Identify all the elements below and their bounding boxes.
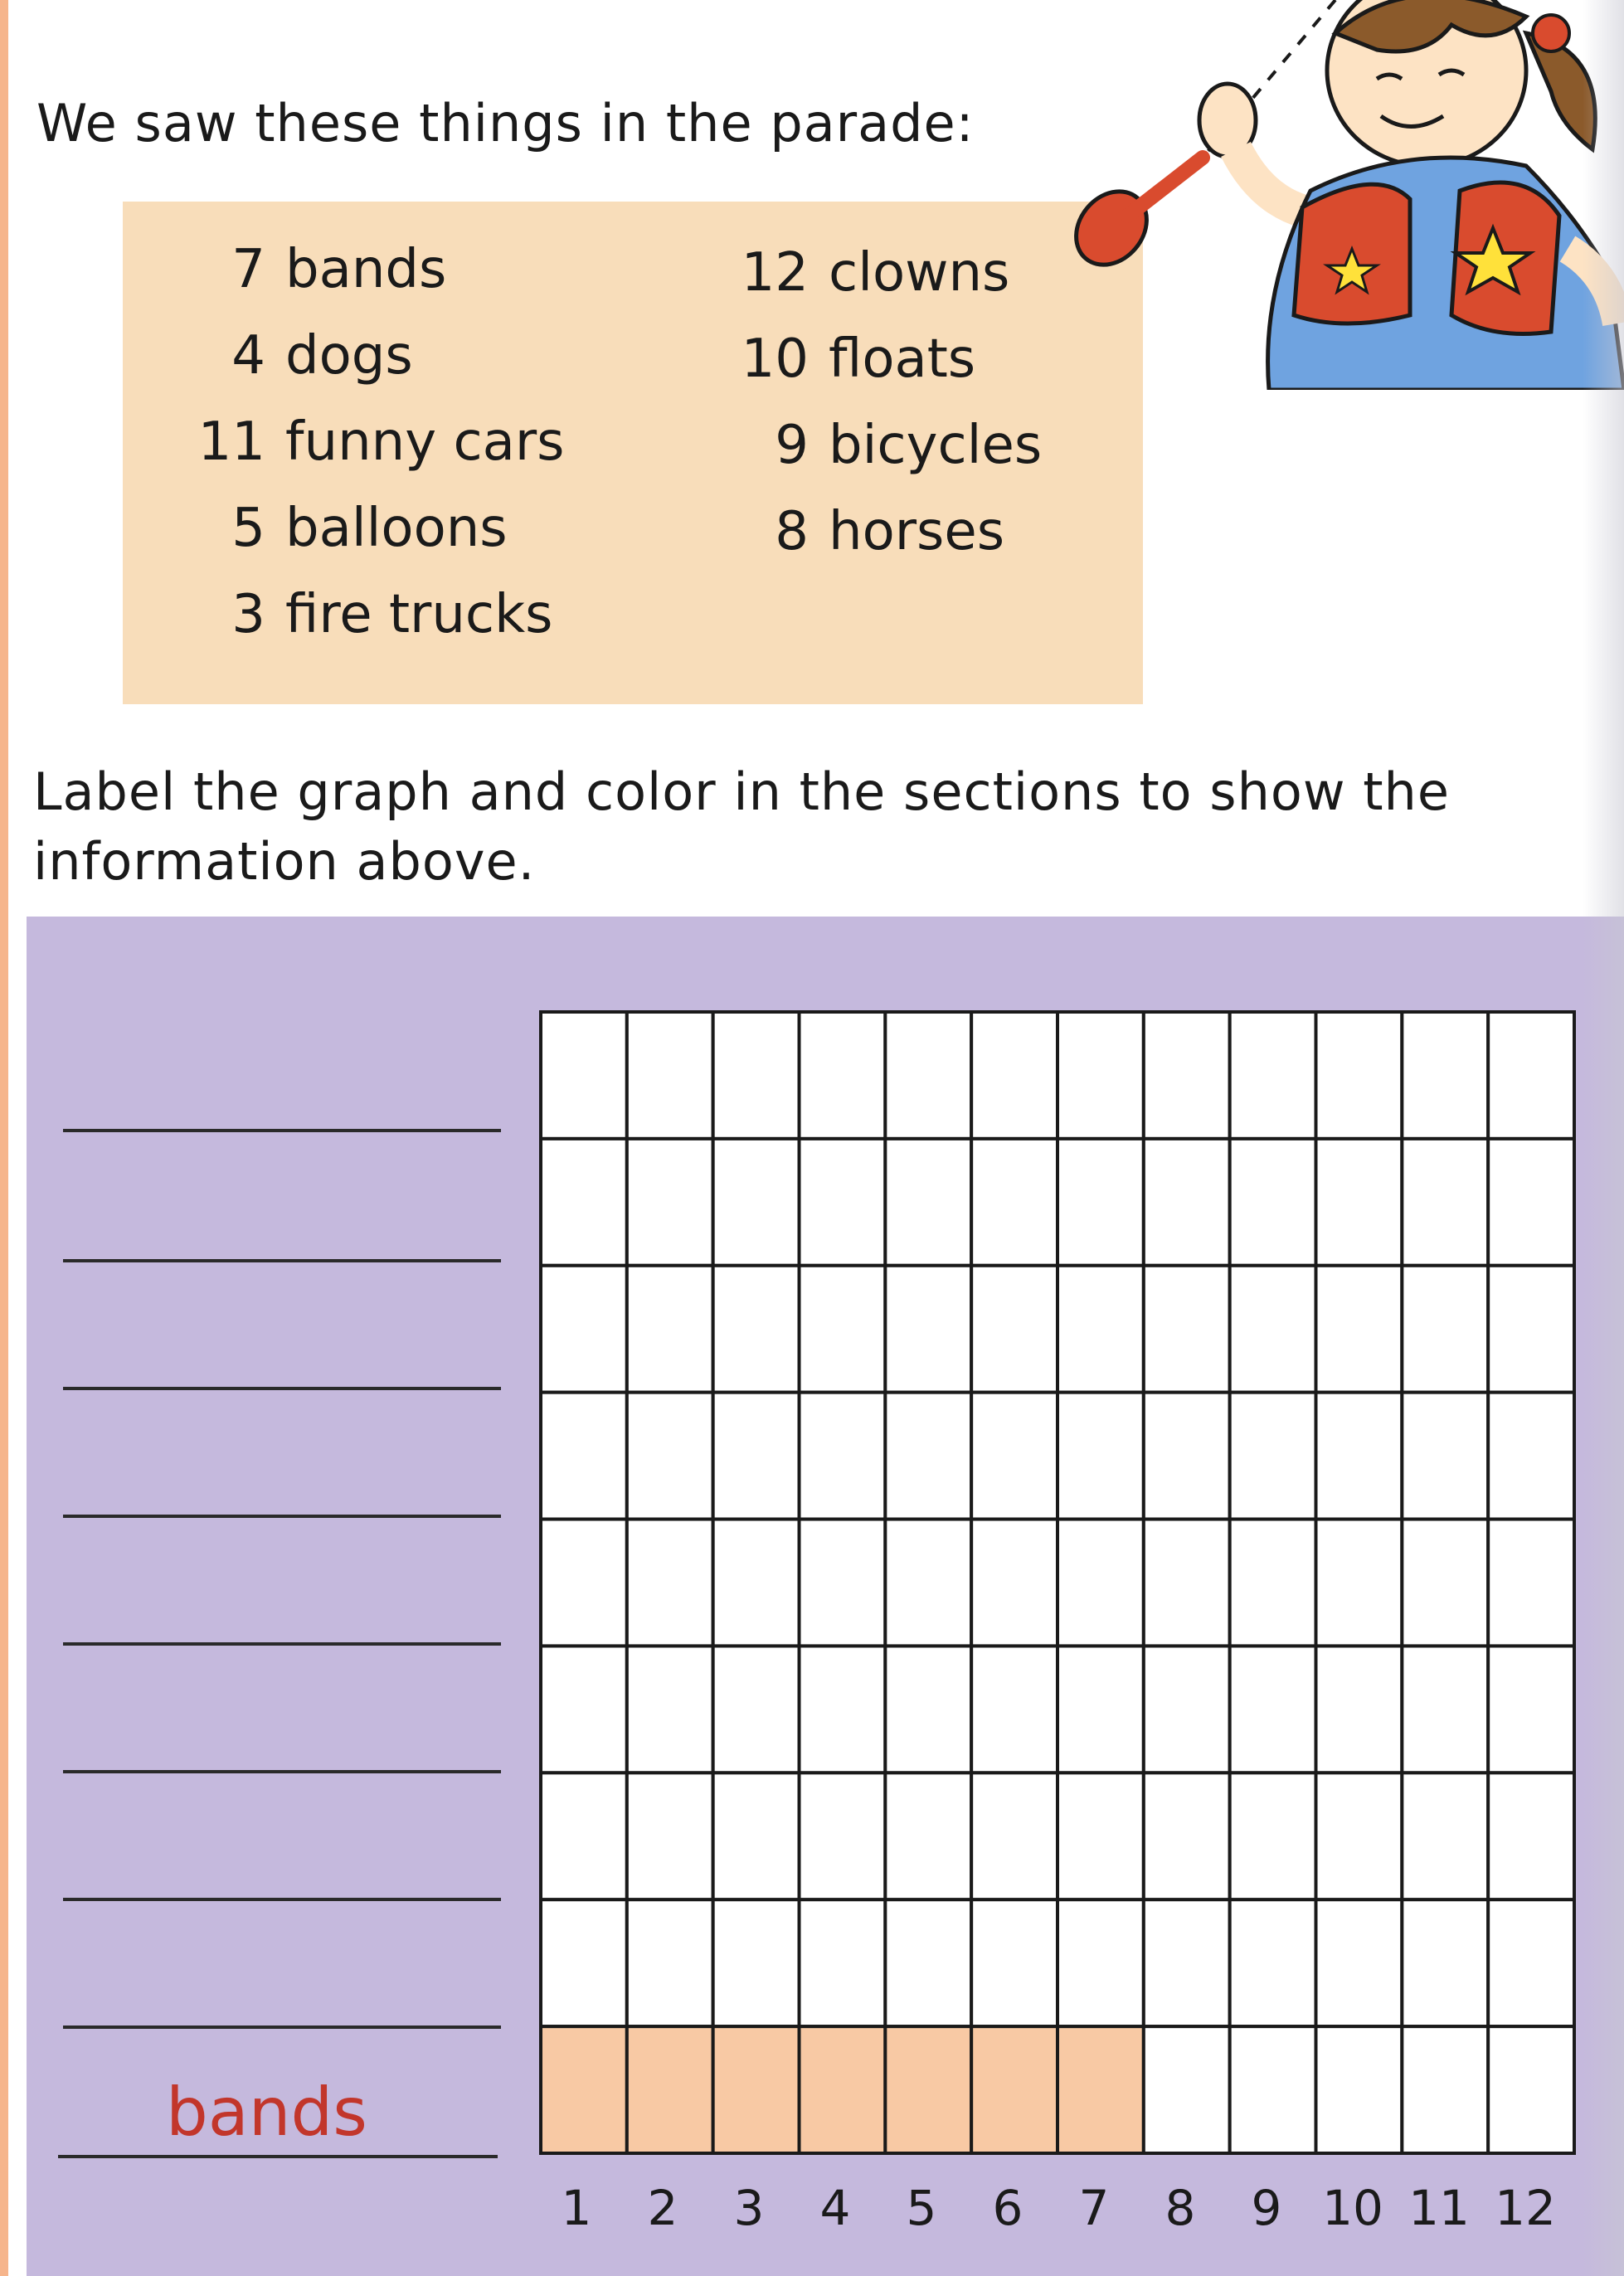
grid-cell[interactable]	[885, 1393, 971, 1520]
grid-cell[interactable]	[800, 1899, 886, 2026]
x-tick-9: 9	[1251, 2180, 1282, 2236]
grid-cell[interactable]	[800, 1266, 886, 1393]
grid-cell[interactable]	[1402, 1012, 1488, 1139]
item-count: 9	[775, 415, 809, 476]
grid-cell[interactable]	[885, 1139, 971, 1266]
instruction-line-1: Label the graph and color in the sections to show the	[33, 761, 1450, 822]
grid-cell[interactable]	[1144, 1266, 1230, 1393]
grid-cell[interactable]	[971, 1393, 1058, 1520]
grid-cell[interactable]	[1144, 1520, 1230, 1646]
x-tick-10: 10	[1322, 2180, 1383, 2236]
grid-cell[interactable]	[1230, 1393, 1316, 1520]
list-item	[730, 415, 1042, 476]
grid-cell[interactable]	[541, 1520, 627, 1646]
page-gutter-shadow	[1583, 0, 1624, 2276]
x-tick-7: 7	[1078, 2180, 1110, 2236]
grid-cell[interactable]	[885, 1520, 971, 1646]
grid-cell[interactable]	[1488, 2026, 1574, 2153]
grid-cell[interactable]	[1402, 1646, 1488, 1773]
grid-cell[interactable]	[541, 1266, 627, 1393]
grid-cell[interactable]	[1316, 1012, 1403, 1139]
grid-cell[interactable]	[971, 1899, 1058, 2026]
grid-cell[interactable]	[1488, 1012, 1574, 1139]
grid-cell[interactable]	[1402, 1266, 1488, 1393]
item-name: dogs	[285, 325, 413, 387]
x-tick-11: 11	[1408, 2180, 1470, 2236]
grid-cell[interactable]	[1316, 1773, 1403, 1899]
list-item	[730, 242, 1009, 304]
item-name: bands	[285, 239, 447, 300]
grid-cell[interactable]	[627, 1773, 713, 1899]
grid-cell[interactable]	[713, 1899, 800, 2026]
label-line-5[interactable]	[63, 1642, 501, 1646]
grid-cell[interactable]	[1402, 1899, 1488, 2026]
item-count: 3	[231, 584, 265, 645]
grid-cell[interactable]	[541, 1646, 627, 1773]
grid-cell[interactable]	[1316, 1899, 1403, 2026]
grid-cell[interactable]	[713, 1646, 800, 1773]
grid-cell[interactable]	[1058, 1899, 1144, 2026]
grid-cell[interactable]	[541, 1899, 627, 2026]
label-line-3[interactable]	[63, 1387, 501, 1390]
grid-cell[interactable]	[971, 1012, 1058, 1139]
label-line-9[interactable]	[58, 2155, 498, 2158]
grid-cell[interactable]	[1058, 1773, 1144, 1899]
item-count: 7	[231, 239, 265, 300]
grid-cell-filled[interactable]	[1058, 2026, 1144, 2153]
grid-cell[interactable]	[627, 1646, 713, 1773]
instruction-line-2: information above.	[33, 831, 536, 892]
grid-cell[interactable]	[1488, 1646, 1574, 1773]
grid-cell[interactable]	[1316, 1139, 1403, 1266]
item-count: 4	[231, 325, 265, 387]
list-item	[191, 584, 553, 645]
item-name: funny cars	[285, 411, 565, 473]
grid-cell[interactable]	[1230, 1520, 1316, 1646]
grid-cell[interactable]	[627, 1139, 713, 1266]
grid-cell[interactable]	[800, 1012, 886, 1139]
intro-heading: We saw these things in the parade:	[36, 93, 975, 153]
grid-cell[interactable]	[971, 1266, 1058, 1393]
grid-cell[interactable]	[1058, 1139, 1144, 1266]
grid-cell[interactable]	[885, 1646, 971, 1773]
grid-cell[interactable]	[1402, 2026, 1488, 2153]
grid-cell[interactable]	[1230, 1139, 1316, 1266]
grid-cell[interactable]	[1058, 1393, 1144, 1520]
x-tick-3: 3	[733, 2180, 765, 2236]
grid-cell[interactable]	[541, 1012, 627, 1139]
grid-cell[interactable]	[1402, 1773, 1488, 1899]
grid-cell[interactable]	[713, 1266, 800, 1393]
grid-cell[interactable]	[971, 1520, 1058, 1646]
page-edge	[0, 0, 8, 2276]
grid-cell[interactable]	[1230, 2026, 1316, 2153]
grid-cell[interactable]	[1488, 1139, 1574, 1266]
grid-cell[interactable]	[1488, 1393, 1574, 1520]
label-line-7[interactable]	[63, 1898, 501, 1901]
grid-cell[interactable]	[1144, 1139, 1230, 1266]
item-count: 5	[231, 498, 265, 559]
x-tick-4: 4	[819, 2180, 851, 2236]
grid-cell[interactable]	[885, 1266, 971, 1393]
grid-cell[interactable]	[541, 1139, 627, 1266]
item-count: 8	[775, 501, 809, 562]
grid-cell[interactable]	[627, 1012, 713, 1139]
grid-cell[interactable]	[1144, 1899, 1230, 2026]
grid-cell[interactable]	[971, 1773, 1058, 1899]
grid-cell-filled[interactable]	[800, 2026, 886, 2153]
grid-cell[interactable]	[800, 1773, 886, 1899]
grid-cell[interactable]	[1230, 1773, 1316, 1899]
label-line-8[interactable]	[63, 2026, 501, 2029]
grid-cell[interactable]	[1402, 1520, 1488, 1646]
item-count: 11	[197, 411, 265, 473]
grid-cell[interactable]	[1316, 1520, 1403, 1646]
x-tick-5: 5	[906, 2180, 937, 2236]
grid-cell[interactable]	[1230, 1012, 1316, 1139]
item-name: balloons	[285, 498, 508, 559]
grid-cell[interactable]	[541, 1773, 627, 1899]
grid-cell[interactable]	[1488, 1266, 1574, 1393]
grid-cell[interactable]	[1230, 1266, 1316, 1393]
x-tick-12: 12	[1495, 2180, 1556, 2236]
item-name: floats	[829, 328, 976, 390]
grid-cell[interactable]	[800, 1393, 886, 1520]
grid-cell[interactable]	[1402, 1139, 1488, 1266]
grid-cell[interactable]	[885, 1012, 971, 1139]
grid-cell[interactable]	[713, 1012, 800, 1139]
bar-graph-grid[interactable]	[539, 1010, 1576, 2155]
grid-cell[interactable]	[713, 1139, 800, 1266]
list-item	[191, 498, 508, 559]
grid-cell[interactable]	[1230, 1899, 1316, 2026]
grid-cell[interactable]	[885, 1773, 971, 1899]
label-line-6[interactable]	[63, 1770, 501, 1773]
label-line-2[interactable]	[63, 1259, 501, 1262]
grid-cell[interactable]	[1488, 1899, 1574, 2026]
label-line-4[interactable]	[63, 1515, 501, 1518]
x-tick-1: 1	[561, 2180, 592, 2236]
grid-cell[interactable]	[1058, 1266, 1144, 1393]
grid-cell[interactable]	[800, 1646, 886, 1773]
grid-cell[interactable]	[1316, 2026, 1403, 2153]
grid-cell[interactable]	[1058, 1646, 1144, 1773]
grid-cell[interactable]	[1488, 1520, 1574, 1646]
grid-cell[interactable]	[627, 1393, 713, 1520]
item-name: clowns	[829, 242, 1010, 304]
list-item	[730, 328, 975, 390]
grid-cell[interactable]	[1230, 1646, 1316, 1773]
grid-cell[interactable]	[1058, 1012, 1144, 1139]
grid-cell[interactable]	[1316, 1646, 1403, 1773]
grid-cell[interactable]	[541, 1393, 627, 1520]
item-name: horses	[829, 501, 1005, 562]
girl-with-baton-illustration	[1062, 0, 1624, 390]
item-count: 10	[741, 328, 809, 390]
grid-cell[interactable]	[1316, 1393, 1403, 1520]
list-item	[191, 411, 565, 473]
grid-cell[interactable]	[971, 1139, 1058, 1266]
grid-cell-filled[interactable]	[971, 2026, 1058, 2153]
x-tick-8: 8	[1165, 2180, 1196, 2236]
grid-cell[interactable]	[800, 1520, 886, 1646]
grid-cell-filled[interactable]	[713, 2026, 800, 2153]
item-name: fire trucks	[285, 584, 553, 645]
grid-cell[interactable]	[1144, 1393, 1230, 1520]
item-count: 12	[741, 242, 809, 304]
grid-cell-filled[interactable]	[627, 2026, 713, 2153]
label-line-1[interactable]	[63, 1129, 501, 1132]
grid-cell[interactable]	[713, 1520, 800, 1646]
grid-cell[interactable]	[1316, 1266, 1403, 1393]
grid-cell[interactable]	[800, 1139, 886, 1266]
grid-cell[interactable]	[627, 1520, 713, 1646]
grid-cell[interactable]	[1058, 1520, 1144, 1646]
list-item	[730, 501, 1004, 562]
grid-cell[interactable]	[627, 1266, 713, 1393]
grid-cell[interactable]	[971, 1646, 1058, 1773]
grid-cell[interactable]	[1144, 1773, 1230, 1899]
grid-cell[interactable]	[1402, 1393, 1488, 1520]
grid-cell[interactable]	[627, 1899, 713, 2026]
list-item	[191, 325, 413, 387]
grid-cell[interactable]	[1488, 1773, 1574, 1899]
grid-cell[interactable]	[713, 1393, 800, 1520]
item-name: bicycles	[829, 415, 1043, 476]
grid-cell[interactable]	[1144, 2026, 1230, 2153]
x-tick-2: 2	[647, 2180, 678, 2236]
example-answer-bands: bands	[166, 2074, 367, 2151]
grid-cell-filled[interactable]	[885, 2026, 971, 2153]
grid-cell-filled[interactable]	[541, 2026, 627, 2153]
grid-cell[interactable]	[713, 1773, 800, 1899]
x-tick-6: 6	[992, 2180, 1024, 2236]
grid-cell[interactable]	[1144, 1646, 1230, 1773]
list-item	[191, 239, 446, 300]
grid-cell[interactable]	[885, 1899, 971, 2026]
grid-cell[interactable]	[1144, 1012, 1230, 1139]
